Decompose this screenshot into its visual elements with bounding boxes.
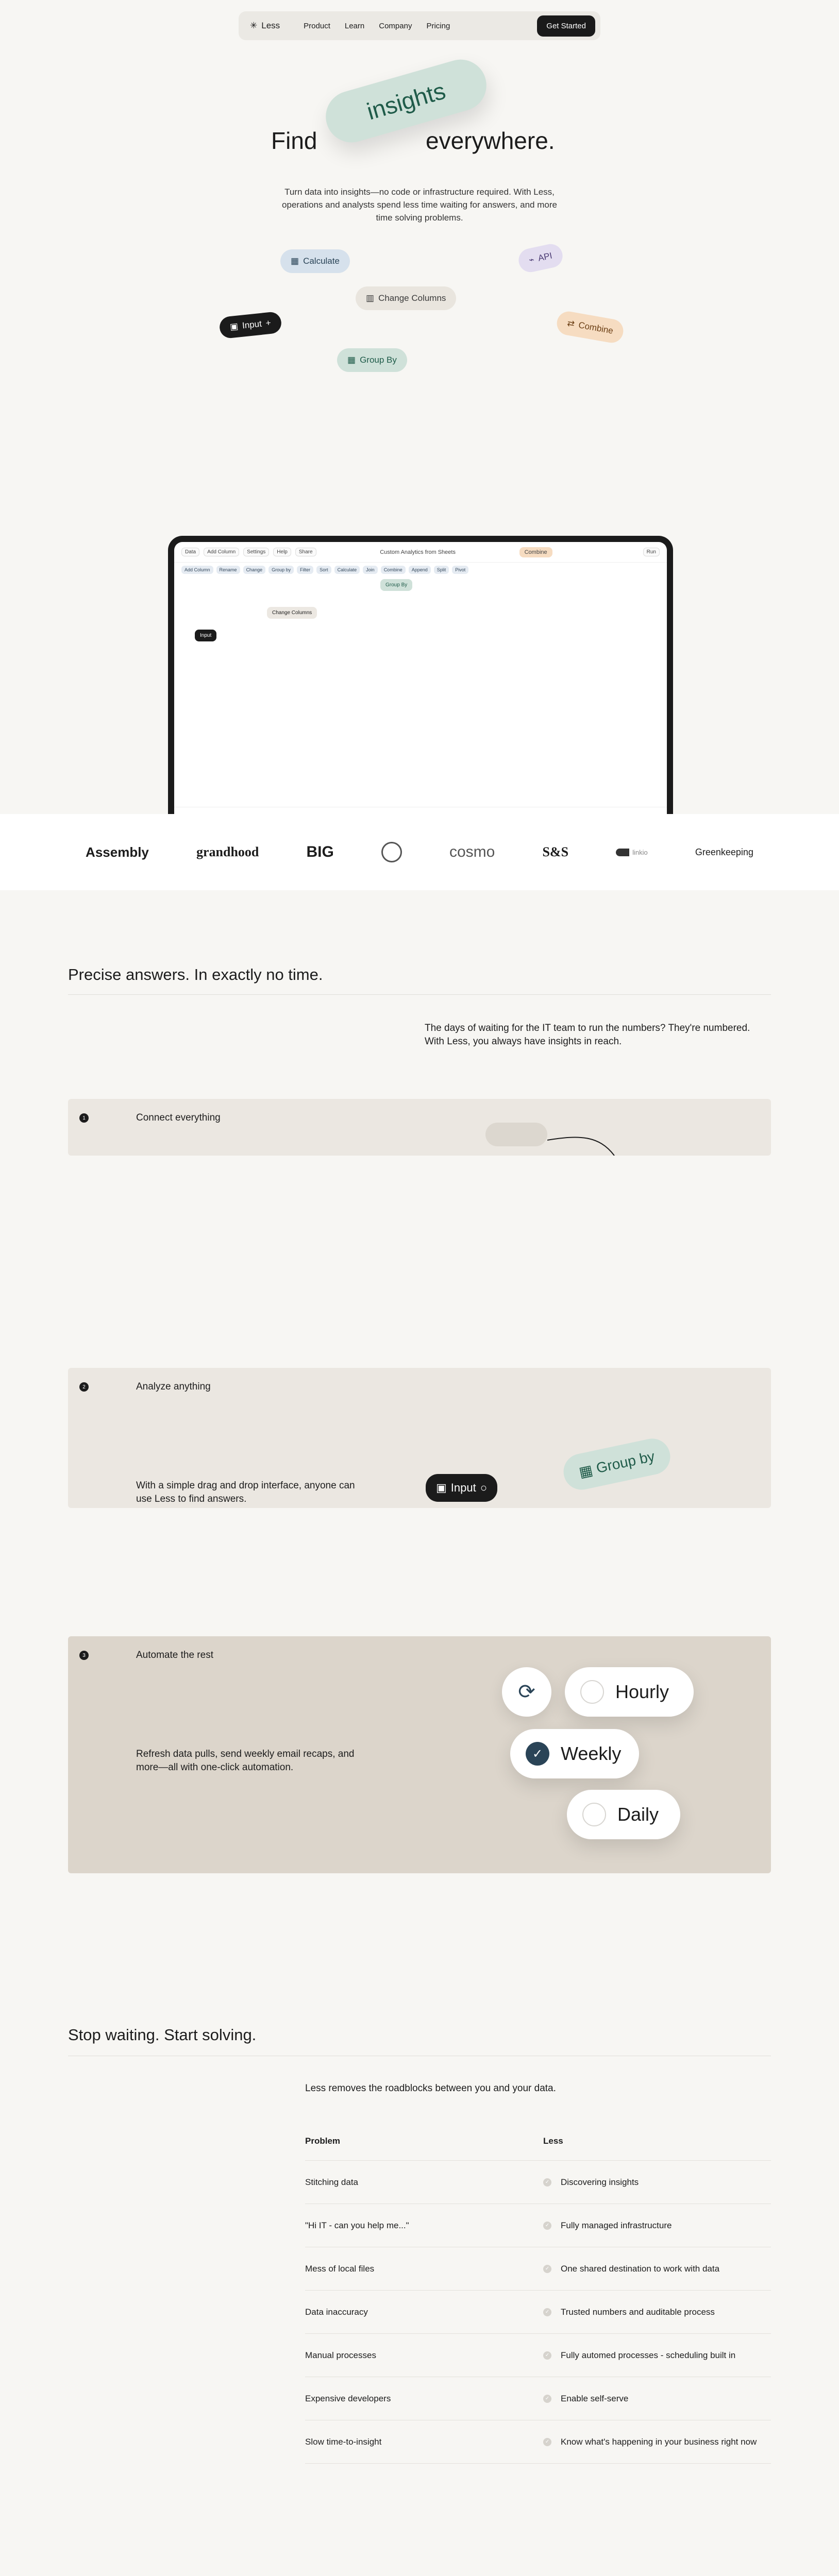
input-icon: ▣ bbox=[229, 321, 239, 332]
connection-line bbox=[547, 1130, 671, 1156]
feature-title: Analyze anything bbox=[136, 1381, 211, 1392]
input-icon: ▣ bbox=[436, 1481, 447, 1494]
problem-cell: Manual processes bbox=[305, 2350, 376, 2360]
app-tab-settings[interactable]: Settings bbox=[243, 548, 269, 556]
plus-icon: + bbox=[265, 317, 272, 328]
col-less: Less bbox=[543, 2136, 563, 2146]
less-text: Discovering insights bbox=[561, 2177, 639, 2187]
toolbar-calculate[interactable]: Calculate bbox=[334, 566, 360, 574]
check-icon: ✓ bbox=[526, 1742, 549, 1766]
radio-icon bbox=[582, 1803, 606, 1826]
precise-body: The days of waiting for the IT team to run the numbers? They're numbered. With Less, you always have insights in reach. bbox=[425, 1023, 750, 1047]
group-by-pill: ▦ Group By bbox=[337, 348, 407, 372]
canvas-group-by-node[interactable]: Group By bbox=[380, 579, 412, 591]
feature-connect-card bbox=[68, 1099, 771, 1156]
hero-app-screenshot bbox=[168, 536, 673, 814]
app-combine-badge: Combine bbox=[519, 547, 552, 557]
problem-cell: Mess of local files bbox=[305, 2263, 375, 2274]
less-cell bbox=[543, 2394, 628, 2404]
check-icon: ✓ bbox=[543, 2395, 551, 2403]
top-nav bbox=[239, 11, 600, 40]
logo-linkio: linkio bbox=[616, 849, 648, 856]
feature-body: With a simple drag and drop interface, anyone can use Less to find answers. bbox=[136, 1480, 355, 1504]
input-pill: ▣ Input + bbox=[219, 311, 282, 339]
toolbar-add-column[interactable]: Add Column bbox=[181, 566, 213, 574]
divider bbox=[68, 994, 771, 995]
feature-automate-card bbox=[68, 1636, 771, 1873]
logo[interactable] bbox=[250, 21, 280, 31]
nav-link-pricing[interactable]: Pricing bbox=[426, 21, 450, 30]
toolbar-pivot[interactable]: Pivot bbox=[452, 566, 468, 574]
app-tab-add-column[interactable]: Add Column bbox=[204, 548, 239, 556]
less-cell bbox=[543, 2221, 672, 2231]
less-cell bbox=[543, 2177, 639, 2188]
table-row bbox=[305, 2161, 771, 2204]
hero-word-everywhere: everywhere. bbox=[426, 127, 555, 154]
less-text: Enable self-serve bbox=[561, 2393, 629, 2403]
less-text: Fully managed infrastructure bbox=[561, 2220, 672, 2230]
toolbar-filter[interactable]: Filter bbox=[297, 566, 313, 574]
toolbar-join[interactable]: Join bbox=[363, 566, 378, 574]
connector-node bbox=[485, 1123, 547, 1146]
hero-word-find: Find bbox=[271, 127, 317, 154]
toolbar-append[interactable]: Append bbox=[409, 566, 431, 574]
less-cell bbox=[543, 2307, 715, 2317]
less-text: Know what's happening in your business right now bbox=[561, 2436, 757, 2447]
nav-get-started-button[interactable]: Get Started bbox=[537, 15, 595, 37]
less-cell bbox=[543, 2437, 757, 2447]
columns-icon: ▥ bbox=[366, 293, 375, 303]
less-text: Trusted numbers and auditable process bbox=[561, 2307, 715, 2317]
schedule-weekly[interactable]: ✓ Weekly bbox=[510, 1729, 639, 1778]
api-pill: ⌁ API bbox=[516, 242, 564, 275]
toolbar-split[interactable]: Split bbox=[434, 566, 449, 574]
table-row bbox=[305, 2204, 771, 2247]
less-cell bbox=[543, 2264, 719, 2274]
hero-subtitle: Turn data into insights—no code or infrastructure required. With Less, operations and analysts spend less time waiting for answers, and more time solving problems. bbox=[282, 187, 557, 223]
schedule-hourly[interactable]: Hourly bbox=[565, 1667, 694, 1717]
logo-text: Less bbox=[261, 21, 280, 30]
toolbar-sort[interactable]: Sort bbox=[316, 566, 331, 574]
table-row bbox=[305, 2334, 771, 2377]
combine-icon: ⇄ bbox=[566, 318, 576, 329]
group-icon: ▦ bbox=[577, 1461, 594, 1480]
problem-cell: Expensive developers bbox=[305, 2393, 391, 2403]
code-icon: ⌁ bbox=[528, 254, 535, 265]
stop-intro: Less removes the roadblocks between you and your data. bbox=[305, 2083, 556, 2094]
table-row bbox=[305, 2247, 771, 2291]
app-tab-share[interactable]: Share bbox=[295, 548, 316, 556]
schedule-daily[interactable]: Daily bbox=[567, 1790, 680, 1839]
comparison-table bbox=[305, 2136, 771, 2464]
feature-number: 1 bbox=[79, 1113, 89, 1123]
customer-logos bbox=[0, 814, 839, 890]
logo-grandhood: grandhood bbox=[196, 844, 259, 859]
check-icon: ✓ bbox=[543, 2351, 551, 2360]
add-icon: ○ bbox=[480, 1481, 488, 1494]
check-icon: ✓ bbox=[543, 2265, 551, 2273]
check-icon: ✓ bbox=[543, 2308, 551, 2316]
app-run-button[interactable]: Run bbox=[643, 548, 660, 556]
less-text: One shared destination to work with data bbox=[561, 2263, 720, 2274]
less-cell bbox=[543, 2350, 735, 2361]
feature-title: Connect everything bbox=[136, 1112, 221, 1123]
app-title: Custom Analytics from Sheets bbox=[380, 549, 456, 555]
problem-cell: Stitching data bbox=[305, 2177, 359, 2187]
logo-greenkeeping: Greenkeeping bbox=[695, 846, 753, 857]
canvas-input-node[interactable]: Input bbox=[195, 630, 216, 641]
group-icon: ▦ bbox=[347, 355, 356, 365]
less-text: Fully automed processes - scheduling built in bbox=[561, 2350, 736, 2360]
group-by-node: ▦ Group by bbox=[560, 1435, 674, 1493]
precise-title: Precise answers. In exactly no time. bbox=[68, 965, 323, 984]
feature-analyze-card bbox=[68, 1368, 771, 1508]
toolbar-combine[interactable]: Combine bbox=[381, 566, 406, 574]
logo-big: BIG bbox=[306, 843, 334, 860]
check-icon: ✓ bbox=[543, 2438, 551, 2446]
col-problem: Problem bbox=[305, 2136, 341, 2146]
hero-insights-pill: insights bbox=[320, 54, 492, 148]
problem-cell: Data inaccuracy bbox=[305, 2307, 368, 2317]
stop-title: Stop waiting. Start solving. bbox=[68, 2026, 257, 2044]
feature-body: Refresh data pulls, send weekly email recaps, and more—all with one-click automation. bbox=[136, 1749, 355, 1773]
problem-cell: "Hi IT - can you help me..." bbox=[305, 2220, 409, 2230]
logo-cosmo: cosmo bbox=[449, 843, 495, 860]
input-node: ▣ Input ○ bbox=[426, 1474, 497, 1502]
logo-sns: S&S bbox=[542, 844, 569, 859]
nav-link-product[interactable]: Product bbox=[304, 21, 330, 30]
problem-cell: Slow time-to-insight bbox=[305, 2436, 382, 2447]
toolbar-group-by[interactable]: Group by bbox=[269, 566, 294, 574]
calculator-icon: ▦ bbox=[291, 256, 299, 266]
radio-icon bbox=[580, 1680, 604, 1704]
check-icon: ✓ bbox=[543, 2222, 551, 2230]
emblem-logo-icon bbox=[381, 842, 402, 862]
toolbar-change[interactable]: Change bbox=[243, 566, 266, 574]
feature-number: 2 bbox=[79, 1382, 89, 1392]
table-row bbox=[305, 2420, 771, 2464]
calculate-pill: ▦ Calculate bbox=[280, 249, 350, 273]
check-icon: ✓ bbox=[543, 2178, 551, 2187]
logo-assembly: Assembly bbox=[86, 844, 149, 860]
nav-link-learn[interactable]: Learn bbox=[344, 21, 365, 30]
app-tab-help[interactable]: Help bbox=[273, 548, 291, 556]
table-row bbox=[305, 2377, 771, 2420]
asterisk-logo-icon: ✳ bbox=[250, 21, 258, 30]
table-row bbox=[305, 2291, 771, 2334]
feature-number: 3 bbox=[79, 1651, 89, 1660]
feature-title: Automate the rest bbox=[136, 1650, 213, 1660]
toolbar-rename[interactable]: Rename bbox=[216, 566, 240, 574]
nav-link-company[interactable]: Company bbox=[379, 21, 412, 30]
combine-pill: ⇄ Combine bbox=[555, 310, 625, 345]
app-tab-data[interactable]: Data bbox=[181, 548, 199, 556]
canvas-change-columns-node[interactable]: Change Columns bbox=[267, 607, 317, 619]
refresh-icon[interactable]: ⟳ bbox=[502, 1667, 551, 1717]
change-columns-pill: ▥ Change Columns bbox=[356, 286, 456, 310]
